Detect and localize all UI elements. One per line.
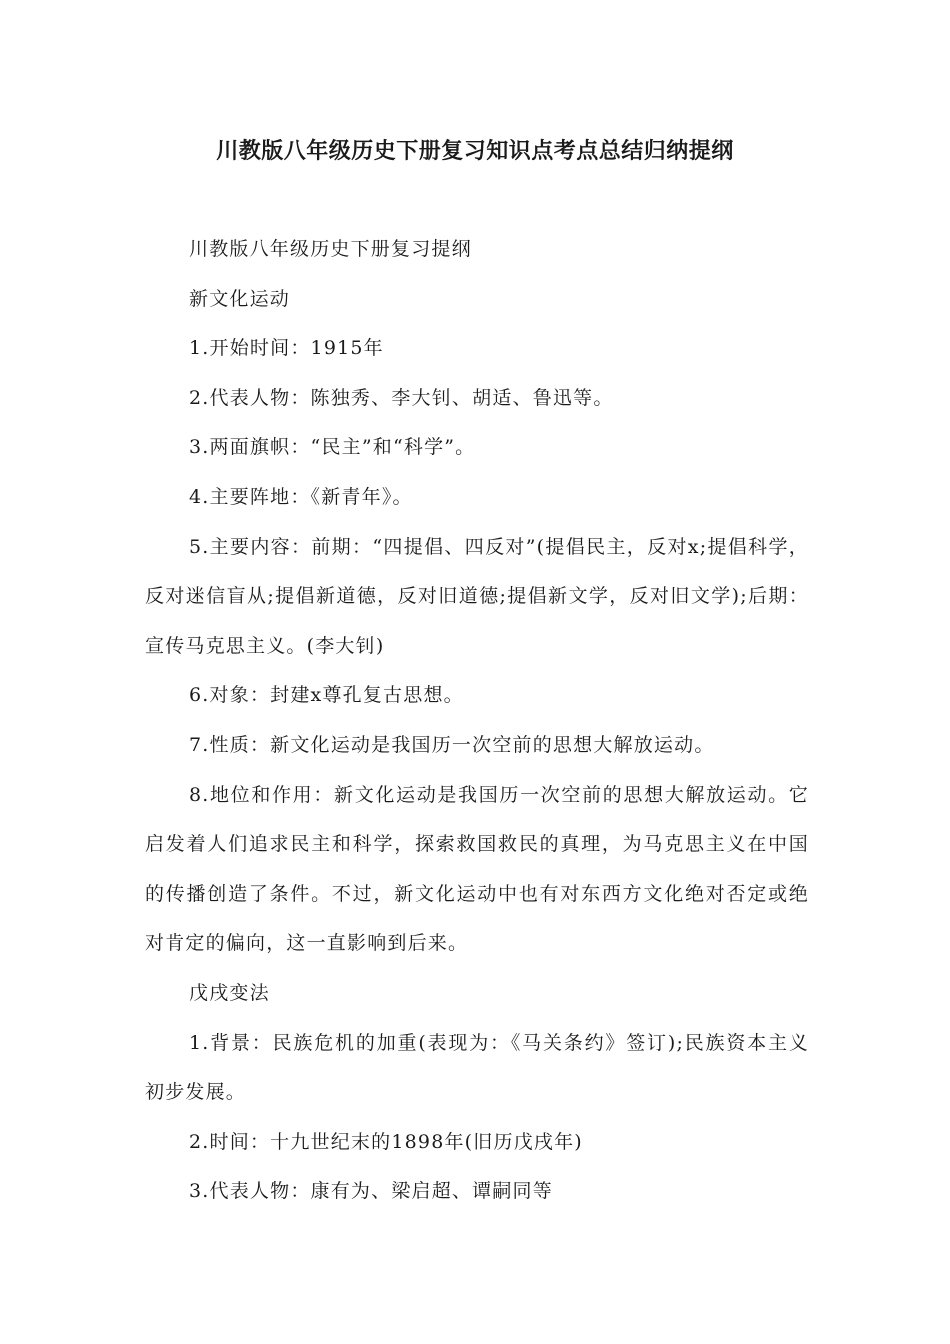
paragraph-background: 1.背景：民族危机的加重(表现为：《马关条约》签订);民族资本主义初步发展。: [145, 1031, 809, 1104]
paragraph-status-and-role: 8.地位和作用：新文化运动是我国历一次空前的思想大解放运动。它启发着人们追求民主和科学，探索救国救民的真理，为马克思主义在中国的传播创造了条件。不过，新文化运动中也有对东西方文化绝对否定或绝对肯定的偏向，这一直影响到后来。: [145, 783, 809, 955]
paragraph-target: 6.对象：封建x尊孔复古思想。: [189, 684, 464, 707]
outline-heading: 川教版八年级历史下册复习提纲: [189, 238, 472, 260]
paragraph-representatives: 2.代表人物：陈独秀、李大钊、胡适、鲁迅等。: [189, 386, 614, 409]
document-title: 川教版八年级历史下册复习知识点考点总结归纳提纲: [216, 139, 734, 164]
section-heading-reform-movement: 戊戌变法: [189, 981, 270, 1004]
paragraph-start-time: 1.开始时间：1915年: [189, 337, 384, 360]
section-heading-new-culture-movement: 新文化运动: [189, 287, 291, 310]
paragraph-reform-representatives: 3.代表人物：康有为、梁启超、谭嗣同等: [189, 1180, 553, 1203]
paragraph-nature: 7.性质：新文化运动是我国历一次空前的思想大解放运动。: [189, 733, 715, 756]
paragraph-two-banners: 3.两面旗帜：“民主”和“科学”。: [189, 436, 476, 459]
document-body: [145, 225, 809, 1217]
paragraph-time: 2.时间：十九世纪末的1898年(旧历戊戌年): [189, 1130, 583, 1153]
paragraph-main-base: 4.主要阵地：《新青年》。: [189, 485, 413, 508]
paragraph-main-content: 5.主要内容：前期：“四提倡、四反对”(提倡民主，反对x;提倡科学，反对迷信盲从;提倡新道德，反对旧道德;提倡新文学，反对旧文学);后期：宣传马克思主义。(李大钊): [145, 535, 809, 657]
